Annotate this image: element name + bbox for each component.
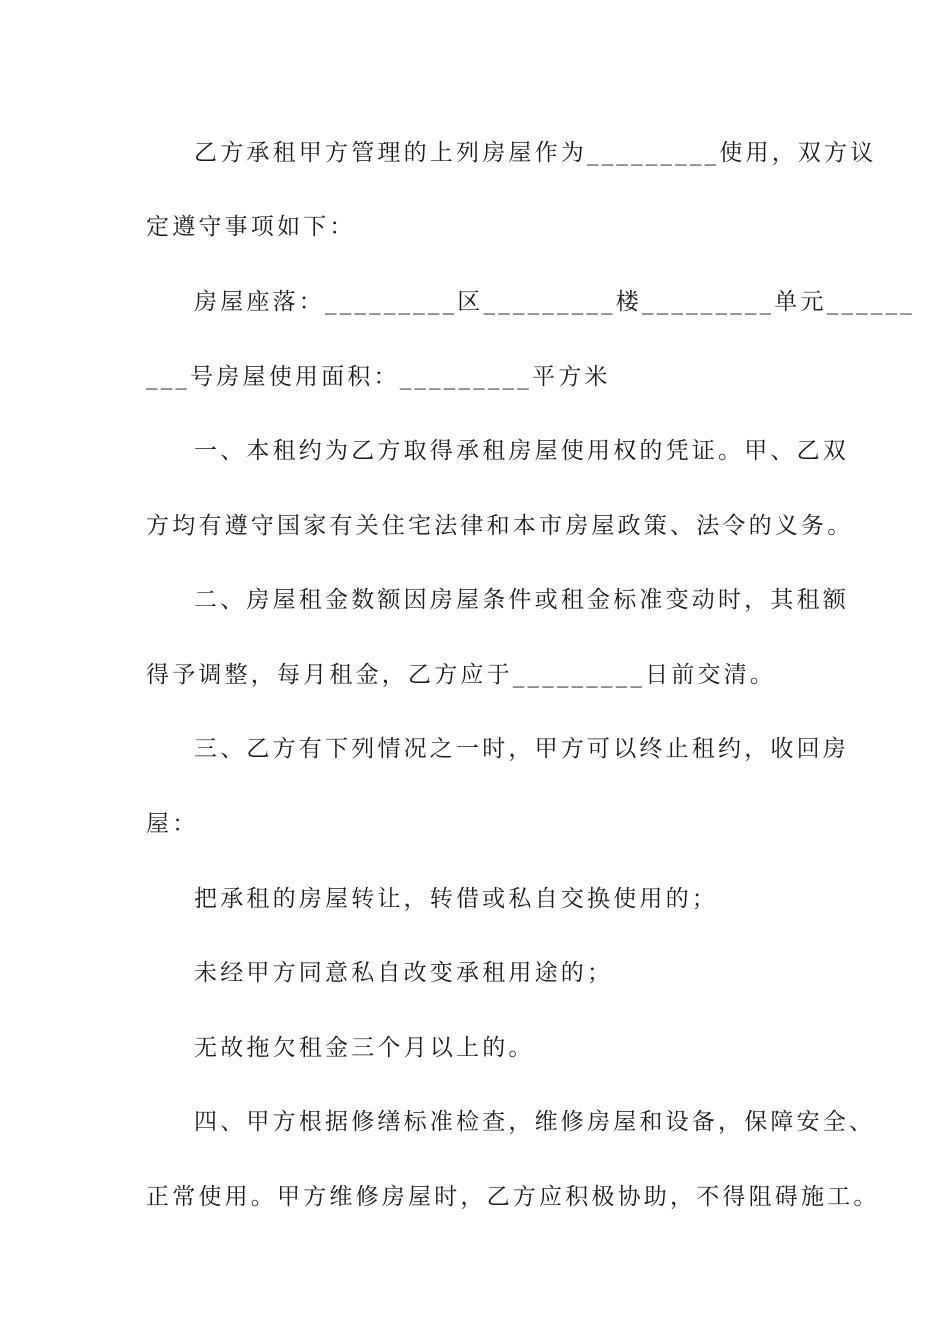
paragraph-line: 把承租的房屋转让，转借或私自交换使用的； xyxy=(194,886,718,912)
paragraph-line: 乙方承租甲方管理的上列房屋作为_________使用，双方议 xyxy=(194,140,877,166)
paragraph-line: 定遵守事项如下： xyxy=(146,214,356,240)
paragraph-line: 无故拖欠租金三个月以上的。 xyxy=(194,1035,535,1061)
paragraph-line: 正常使用。甲方维修房屋时，乙方应积极协助，不得阻碍施工。 xyxy=(146,1184,880,1210)
paragraph-line: 屋： xyxy=(146,811,199,837)
paragraph-line: 二、房屋租金数额因房屋条件或租金标准变动时，其租额 xyxy=(194,587,849,613)
paragraph-line: 方均有遵守国家有关住宅法律和本市房屋政策、法令的义务。 xyxy=(146,513,854,539)
paragraph-line: 四、甲方根据修缮标准检查，维修房屋和设备，保障安全、 xyxy=(194,1109,876,1135)
paragraph-line: 房屋座落：_________区_________楼_________单元______ xyxy=(194,289,915,315)
paragraph-line: ___号房屋使用面积：_________平方米 xyxy=(146,364,611,390)
paragraph-line: 三、乙方有下列情况之一时，甲方可以终止租约，收回房 xyxy=(194,736,849,762)
paragraph-line: 一、本租约为乙方取得承租房屋使用权的凭证。甲、乙双 xyxy=(194,438,849,464)
paragraph-line: 未经甲方同意私自改变承租用途的； xyxy=(194,960,614,986)
paragraph-line: 得予调整，每月租金，乙方应于_________日前交清。 xyxy=(146,662,777,688)
